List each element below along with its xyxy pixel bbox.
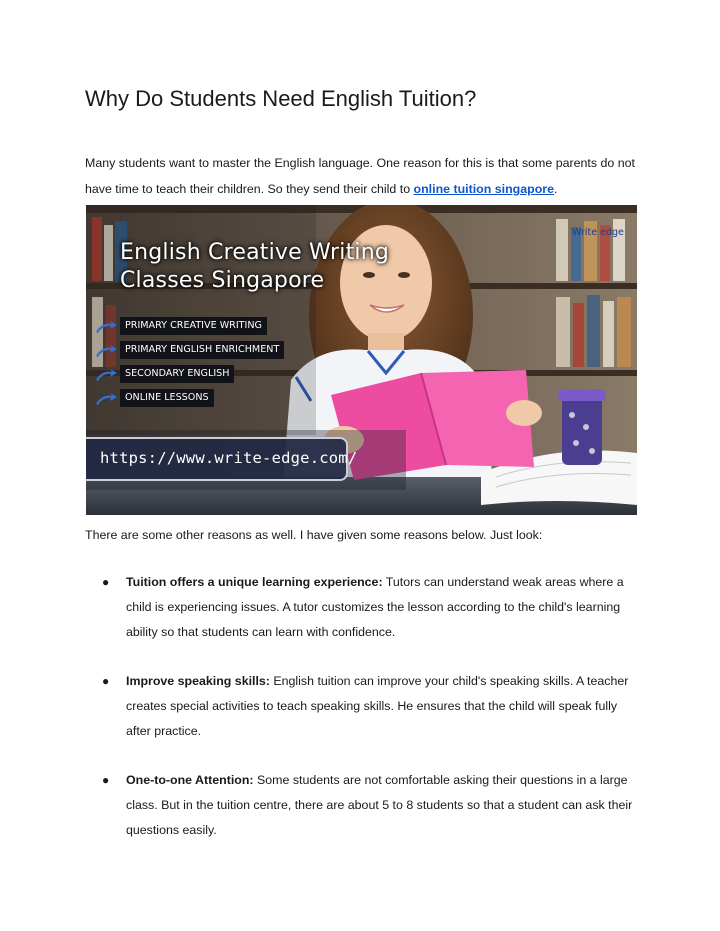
bullet-icon: ● bbox=[102, 575, 110, 589]
banner-item-primary-creative-writing: PRIMARY CREATIVE WRITING bbox=[120, 317, 267, 335]
brand-logo-text: Write edge bbox=[572, 227, 624, 238]
arrow-icon bbox=[94, 368, 118, 382]
promo-banner-image bbox=[86, 205, 637, 515]
bullet-icon: ● bbox=[102, 674, 110, 688]
banner-headline bbox=[120, 239, 389, 295]
banner-item-online-lessons: ONLINE LESSONS bbox=[120, 389, 214, 407]
list-item bbox=[85, 570, 645, 645]
list-item bbox=[85, 768, 645, 843]
intro-trailing: . bbox=[553, 182, 558, 196]
banner-url: https://www.write-edge.com/ bbox=[100, 449, 358, 467]
bullet-icon: ● bbox=[102, 773, 110, 787]
arrow-icon bbox=[94, 320, 118, 334]
banner-item-primary-english-enrichment: PRIMARY ENGLISH ENRICHMENT bbox=[120, 341, 284, 359]
list-item-heading: One-to-one Attention: bbox=[126, 773, 254, 787]
banner-item-secondary-english: SECONDARY ENGLISH bbox=[120, 365, 234, 383]
online-tuition-link[interactable]: online tuition singapore bbox=[413, 182, 554, 196]
list-item-body: English tuition can improve your child's speaking skills. A teacher creates special activities to teach speaking skills. He ensures that the child will speak fully after practice. bbox=[126, 674, 629, 738]
intro-text: Many students want to master the English language. One reason for this is that some parents do not have time to teach their children. So they send their child to bbox=[85, 156, 635, 196]
arrow-icon bbox=[94, 344, 118, 358]
list-item-heading: Tuition offers a unique learning experience: bbox=[126, 575, 383, 589]
list-item-body: Tutors can understand weak areas where a child is experiencing issues. A tutor customizes the lesson according to the child's learning ability so that students can learn with confidence. bbox=[126, 575, 624, 639]
list-item bbox=[85, 669, 645, 744]
list-item-body: Some students are not comfortable asking their questions in a large class. But in the tuition centre, there are about 5 to 8 students so that a student can ask their questions easily. bbox=[126, 773, 633, 837]
page-title: Why Do Students Need English Tuition? bbox=[85, 86, 477, 111]
banner-headline-line2: Classes Singapore bbox=[120, 268, 325, 293]
arrow-icon bbox=[94, 392, 118, 406]
banner-headline-line1: English Creative Writing bbox=[120, 240, 390, 265]
lead-in-paragraph: There are some other reasons as well. I have given some reasons below. Just look: bbox=[85, 528, 543, 542]
reasons-list bbox=[85, 570, 645, 867]
intro-paragraph bbox=[85, 150, 635, 202]
list-item-heading: Improve speaking skills: bbox=[126, 674, 270, 688]
